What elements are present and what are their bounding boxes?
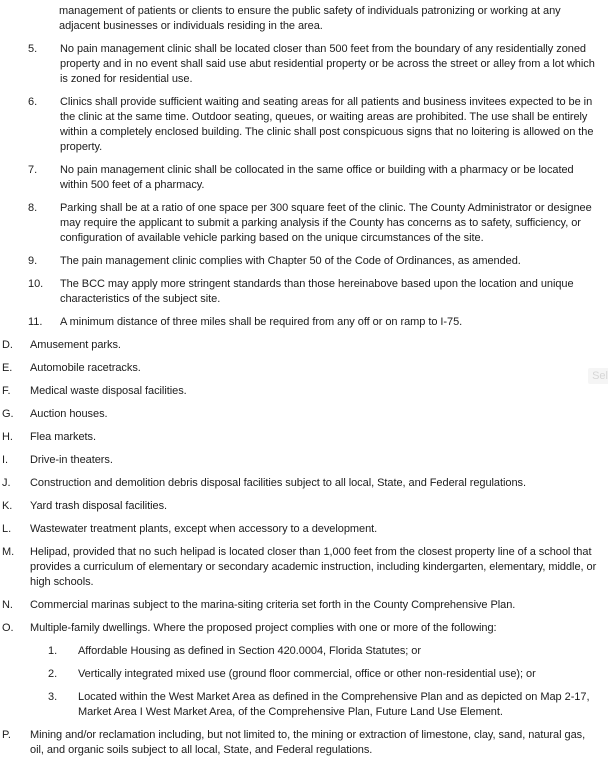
list-text: Construction and demolition debris disposal facilities subject to all local, State, and Federal regulations. [30,477,526,489]
list-marker: 9. [28,255,38,267]
list-text: Amusement parks. [30,339,121,351]
list-text: Vertically integrated mixed use (ground floor commercial, office or other non-residential use); or [78,668,536,680]
list-marker: 2. [48,668,58,680]
list-marker: G. [2,408,14,420]
list-text: Located within the West Market Area as defined in the Comprehensive Plan and as depicted on Map 2-17, Market Area I West Market Area, of the Comprehensive Plan, Future Land Use Element. [78,691,590,718]
lettered-item-O [0,621,598,636]
list-marker: H. [2,431,13,443]
list-text: Parking shall be at a ratio of one space per 300 square feet of the clinic. The County Administrator or designee may require the applicant to submit a parking analysis if the County has concerns as to safety, sufficiency, or configuration of available vehicle parking based on the unique circumstances of the site. [60,202,592,244]
list-text: Flea markets. [30,431,96,443]
numbered-item-6 [0,95,598,155]
lettered-item-H [0,430,598,445]
list-marker: K. [2,500,13,512]
lettered-item-I [0,453,598,468]
list-text: Auction houses. [30,408,108,420]
lettered-item-F [0,384,598,399]
list-text: No pain management clinic shall be located closer than 500 feet from the boundary of any residentially zoned property and in no event shall said use abut residential property or be across the street or alley from a lot which is zoned for residential use. [60,43,595,85]
list-marker: 3. [48,691,58,703]
list-text: No pain management clinic shall be collocated in the same office or building with a pharmacy or be located within 500 feet of a pharmacy. [60,164,574,191]
list-text: The BCC may apply more stringent standards than those hereinabove based upon the location and unique characteristics of the subject site. [60,278,574,305]
sub-item-O-2 [0,667,598,682]
list-text: Clinics shall provide sufficient waiting and seating areas for all patients and business invitees expected to be in the clinic at the same time. Outdoor seating, queues, or waiting areas are prohibited. The use shall be entirely within a completely enclosed building. The clinic shall post conspicuous signs that no loitering is allowed on the property. [60,96,594,153]
list-marker: 6. [28,96,38,108]
list-text: Wastewater treatment plants, except when accessory to a development. [30,523,378,535]
list-text: Helipad, provided that no such helipad is located closer than 1,000 feet from the closest property line of a school that provides a curriculum of elementary or secondary academic instruction, including kindergarten, elementary, middle, or high schools. [30,546,597,588]
lettered-item-L [0,522,598,537]
list-marker: E. [2,362,13,374]
lettered-item-N [0,598,598,613]
list-marker: J. [2,477,11,489]
lettered-item-J [0,476,598,491]
list-text: Automobile racetracks. [30,362,141,374]
list-text: Affordable Housing as defined in Section 420.0004, Florida Statutes; or [78,645,421,657]
paragraph-continuation: management of patients or clients to ensure the public safety of individuals patronizing or working at any adjacent businesses or individuals residing in the area. [59,5,561,32]
list-marker: 5. [28,43,38,55]
lettered-item-E [0,361,598,376]
list-marker: 11. [28,316,43,328]
numbered-item-8 [0,201,598,246]
list-text: Mining and/or reclamation including, but not limited to, the mining or extraction of limestone, clay, sand, natural gas, oil, and organic soils subject to all local, State, and Federal regulations. [30,729,586,756]
lettered-item-P [0,728,598,758]
list-marker: 8. [28,202,38,214]
list-marker: I. [2,454,9,466]
numbered-item-9 [0,254,598,269]
list-text: Multiple-family dwellings. Where the proposed project complies with one or more of the following: [30,622,497,634]
list-text: Commercial marinas subject to the marina-siting criteria set forth in the County Comprehensive Plan. [30,599,516,611]
numbered-item-11 [0,315,598,330]
numbered-item-10 [0,277,598,307]
sub-item-O-1 [0,644,598,659]
lettered-item-D [0,338,598,353]
list-marker: 1. [48,645,58,657]
lettered-item-M [0,545,598,590]
list-marker: F. [2,385,11,397]
list-text: Yard trash disposal facilities. [30,500,168,512]
list-text: The pain management clinic complies with Chapter 50 of the Code of Ordinances, as amended. [60,255,521,267]
list-marker: D. [2,339,13,351]
list-marker: O. [2,622,14,634]
sub-item-O-3 [0,690,598,720]
numbered-item-7 [0,163,598,193]
list-marker: 7. [28,164,38,176]
list-marker: N. [2,599,13,611]
lettered-item-K [0,499,598,514]
list-marker: 10. [28,278,44,290]
list-text: Medical waste disposal facilities. [30,385,187,397]
list-text: A minimum distance of three miles shall be required from any off or on ramp to I-75. [60,316,463,328]
numbered-item-5 [0,42,598,87]
list-marker: L. [2,523,12,535]
list-marker: M. [2,546,15,558]
list-marker: P. [2,729,11,741]
scan-edge-artifact: Sel [588,368,608,384]
list-text: Drive-in theaters. [30,454,113,466]
lettered-item-G [0,407,598,422]
